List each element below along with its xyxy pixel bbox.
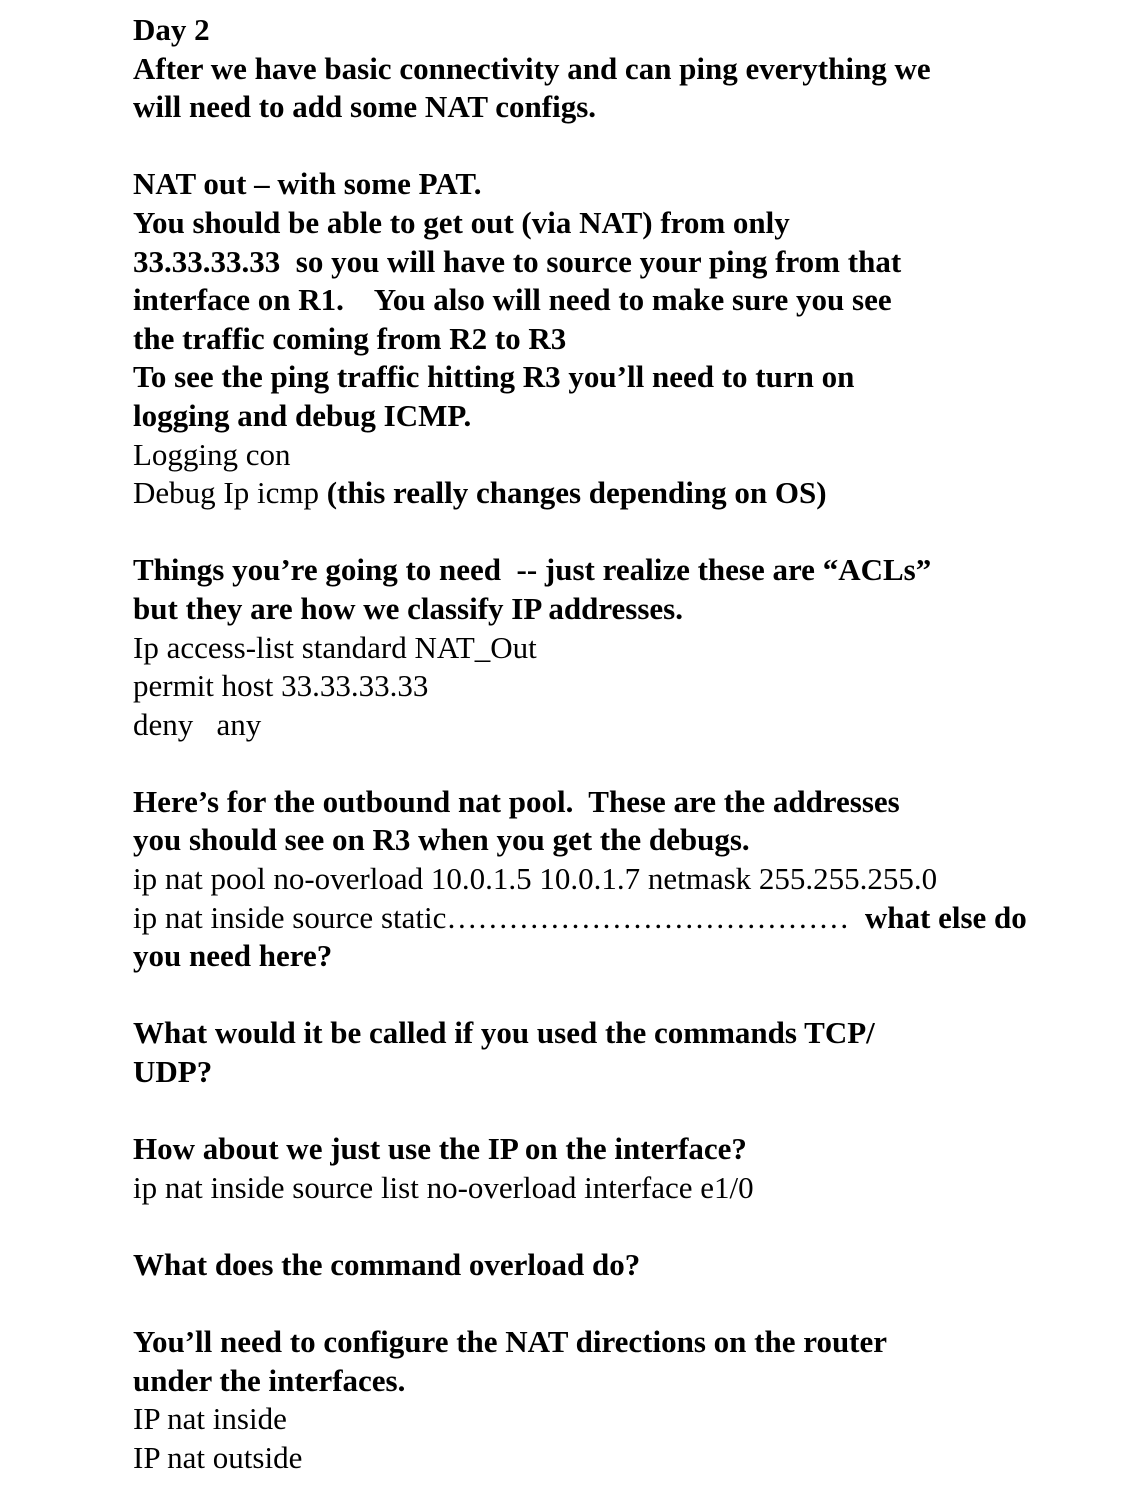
directions-intro-line: under the interfaces. bbox=[133, 1362, 406, 1398]
acl-intro-line: but they are how we classify IP addresses. bbox=[133, 590, 683, 626]
spacer bbox=[133, 1207, 1113, 1246]
acl-command: deny any bbox=[133, 706, 262, 742]
pool-intro-line: you should see on R3 when you get the debugs. bbox=[133, 822, 750, 858]
nat-out-line: To see the ping traffic hitting R3 you’ll need to turn on bbox=[133, 359, 855, 395]
nat-out-line: You should be able to get out (via NAT) from only bbox=[133, 204, 790, 240]
intro-line: will need to add some NAT configs. bbox=[133, 89, 597, 125]
tcp-udp-question: UDP? bbox=[133, 1054, 213, 1090]
interface-ip-question: How about we just use the IP on the interface? bbox=[133, 1131, 747, 1167]
nat-out-line: the traffic coming from R2 to R3 bbox=[133, 320, 567, 356]
overload-question: What does the command overload do? bbox=[133, 1247, 641, 1282]
command-debug: Debug Ip icmp bbox=[133, 475, 327, 511]
spacer bbox=[133, 1092, 1113, 1131]
acl-intro-line: Things you’re going to need -- just realize these are “ACLs” bbox=[133, 552, 932, 588]
nat-out-line: 33.33.33.33 so you will have to source your ping from that bbox=[133, 243, 902, 279]
static-question-cont: you need here? bbox=[133, 938, 333, 974]
page-heading: Day 2 bbox=[133, 12, 210, 47]
direction-command: IP nat outside bbox=[133, 1439, 303, 1475]
spacer bbox=[133, 127, 1113, 166]
interface-ip-command: ip nat inside source list no-overload interface e1/0 bbox=[133, 1169, 754, 1205]
spacer bbox=[133, 513, 1113, 552]
nat-out-line: interface on R1. You also will need to make sure you see bbox=[133, 282, 892, 318]
static-question: what else do bbox=[864, 899, 1027, 935]
command-debug-line bbox=[133, 474, 1113, 513]
nat-out-line: logging and debug ICMP. bbox=[133, 397, 472, 433]
intro-line: After we have basic connectivity and can ping everything we bbox=[133, 50, 931, 86]
document-body bbox=[133, 11, 1113, 1478]
debug-note: (this really changes depending on OS) bbox=[326, 475, 827, 511]
spacer bbox=[133, 744, 1113, 783]
spacer bbox=[133, 1285, 1113, 1324]
acl-command: Ip access-list standard NAT_Out bbox=[133, 629, 537, 665]
section-title-nat-out: NAT out – with some PAT. bbox=[133, 166, 482, 202]
direction-command: IP nat inside bbox=[133, 1401, 287, 1437]
directions-intro-line: You’ll need to configure the NAT directions on the router bbox=[133, 1324, 888, 1360]
static-command-line bbox=[133, 899, 1113, 938]
spacer bbox=[133, 976, 1113, 1015]
command-logging: Logging con bbox=[133, 436, 291, 472]
tcp-udp-question: What would it be called if you used the commands TCP/ bbox=[133, 1015, 875, 1051]
acl-command: permit host 33.33.33.33 bbox=[133, 668, 429, 704]
pool-command: ip nat pool no-overload 10.0.1.5 10.0.1.7 netmask 255.255.255.0 bbox=[133, 861, 938, 897]
static-command: ip nat inside source static………………………………… bbox=[133, 899, 865, 935]
pool-intro-line: Here’s for the outbound nat pool. These are the addresses bbox=[133, 783, 900, 819]
